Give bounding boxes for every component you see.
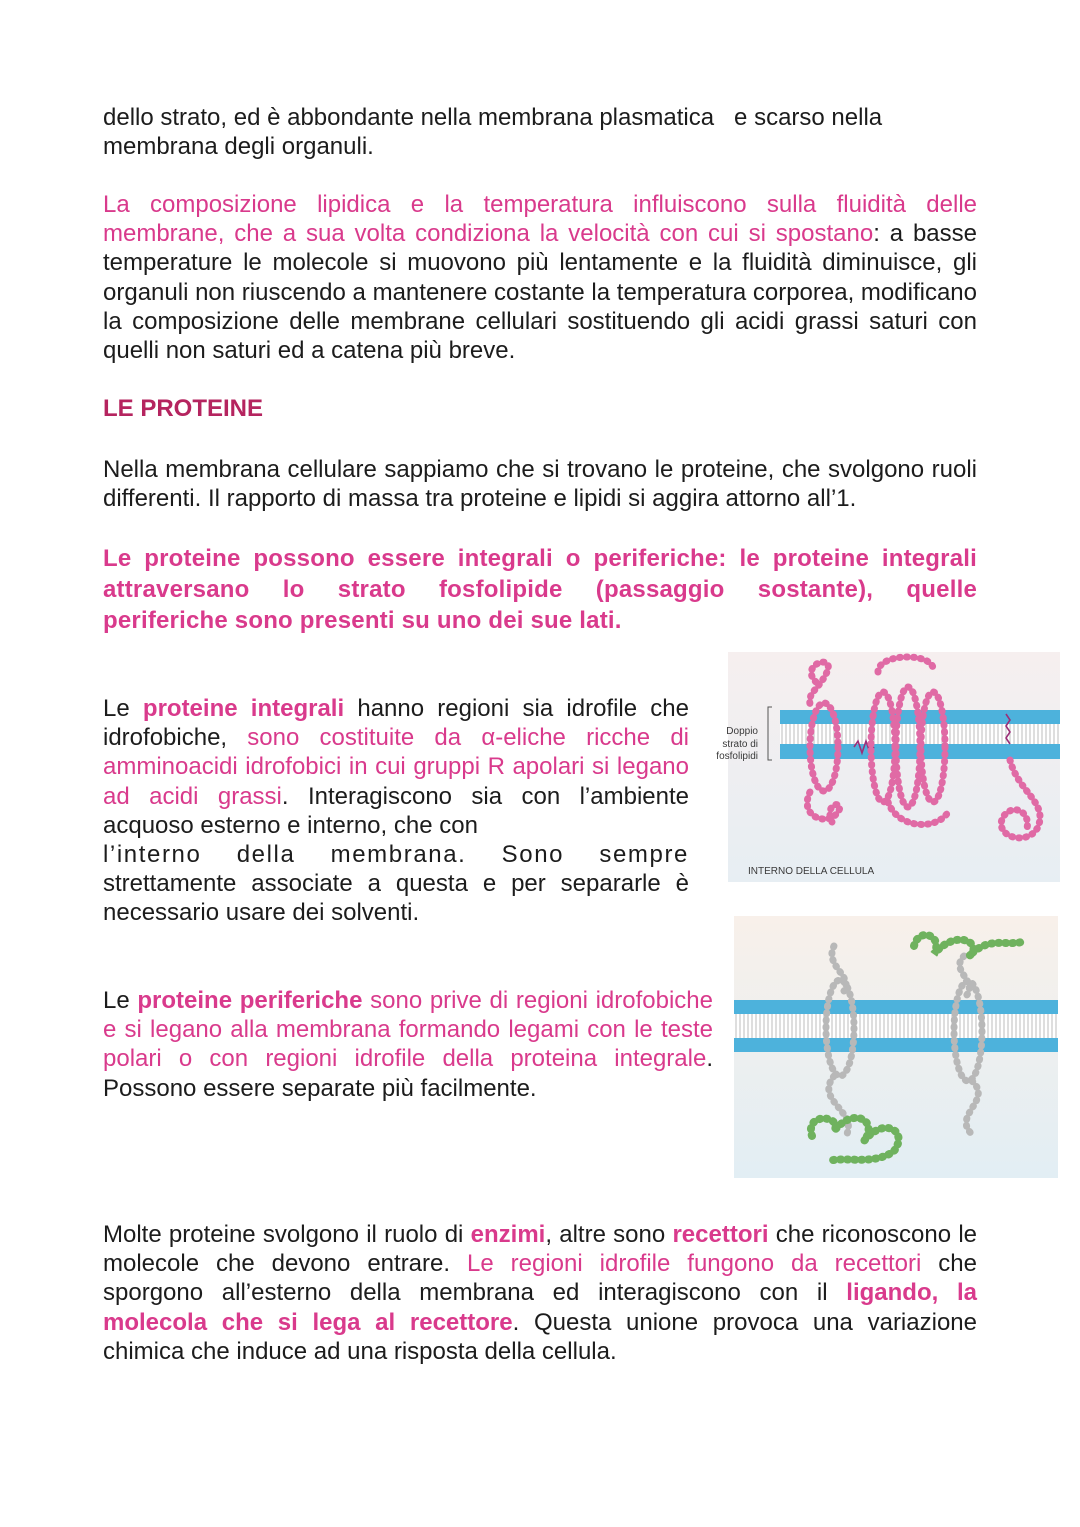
keyword-enzymes: enzimi <box>470 1221 546 1248</box>
body-text: Le <box>103 695 143 722</box>
highlight-text: Le regioni idrofile fungono da recettori <box>467 1250 922 1278</box>
highlight-text: sono prive di regioni idrofobiche e si legano alla membrana formando legami con le teste polari o con regioni idrofile della proteina integrale <box>103 987 714 1073</box>
paragraph-peripheral-proteins <box>103 986 713 1103</box>
body-text: , altre sono <box>545 1221 673 1248</box>
paragraph-line: attraversano lo strato fosfolipide (passaggio sostante), quelle <box>103 576 977 603</box>
body-text: Le <box>103 987 138 1014</box>
highlight-text: La composizione lipidica e la temperatura influiscono sulla fluidità delle membrane, che a sua volta condiziona la velocità con cui si spostano <box>103 191 977 248</box>
body-text: . Possono essere separate più facilmente. <box>103 1045 713 1102</box>
paragraph-line: membrana degli organuli. <box>103 133 374 161</box>
body-text: . Interagiscono sia con l’ambiente acquoso esterno e interno, che con <box>103 782 689 839</box>
keyword-ligand: ligando, la molecola che si lega al recettore <box>103 1279 977 1336</box>
integral-protein-diagram <box>716 652 1060 882</box>
paragraph-line: dello strato, ed è abbondante nella membrana plasmatica e scarso nella <box>103 104 883 131</box>
peripheral-protein-diagram <box>734 916 1058 1178</box>
keyword-peripheral-proteins: proteine periferiche <box>137 987 363 1014</box>
label-cell-interior: INTERNO DELLA CELLULA <box>748 866 875 877</box>
keyword-integral-proteins: proteine integrali <box>142 695 345 722</box>
body-text: hanno regioni sia idrofile che idrofobiche, <box>103 695 689 752</box>
body-text: Nella membrana cellulare sappiamo che si trovano le proteine, che svolgono ruoli differenti. Il rapporto di massa tra proteine e lipidi si aggira attorno all’1. <box>103 456 977 513</box>
label-bilayer: strato di <box>722 739 758 750</box>
body-text: l’interno della membrana. Sono sempre <box>103 841 689 869</box>
paragraph-protein-types <box>103 543 977 636</box>
paragraph-line: periferiche sono presenti su uno dei sue lati. <box>103 607 622 634</box>
body-text: : a basse temperature le molecole si muovono più lentamente e la fluidità diminuisce, gli organuli non riuscendo a mantenere costante la temperatura corporea, modificano la composizione delle membrane cellulari sostituendo gli acidi grassi saturi con quelli non saturi ed a catena più breve. <box>103 220 977 365</box>
body-text: Molte proteine svolgono il ruolo di <box>103 1221 471 1248</box>
body-text: che riconoscono le molecole che devono entrare. <box>103 1221 977 1278</box>
paragraph-integral-proteins <box>103 694 689 928</box>
paragraph-receptors <box>103 1220 977 1366</box>
paragraph-membrane-continuation <box>103 103 977 161</box>
paragraph-proteins-intro <box>103 455 977 513</box>
label-bilayer: Doppio <box>726 726 758 737</box>
highlight-text: sono costituite da α-eliche ricche di amminoacidi idrofobici in cui gruppi R apolari si legano ad acidi grassi <box>103 724 689 810</box>
body-text: che sporgono all’esterno della membrana ed interagiscono con il <box>103 1250 977 1307</box>
paragraph-line: Le proteine possono essere integrali o periferiche: le proteine integrali <box>103 545 977 572</box>
section-heading: LE PROTEINE <box>103 395 264 422</box>
body-text: strettamente associate a questa e per separarle è necessario usare dei solventi. <box>103 870 689 927</box>
body-text: . Questa unione provoca una variazione chimica che induce ad una risposta della cellula. <box>103 1308 977 1365</box>
paragraph-fluidity <box>103 190 977 365</box>
label-bilayer: fosfolipidi <box>716 751 758 762</box>
keyword-receptors: recettori <box>672 1221 769 1248</box>
